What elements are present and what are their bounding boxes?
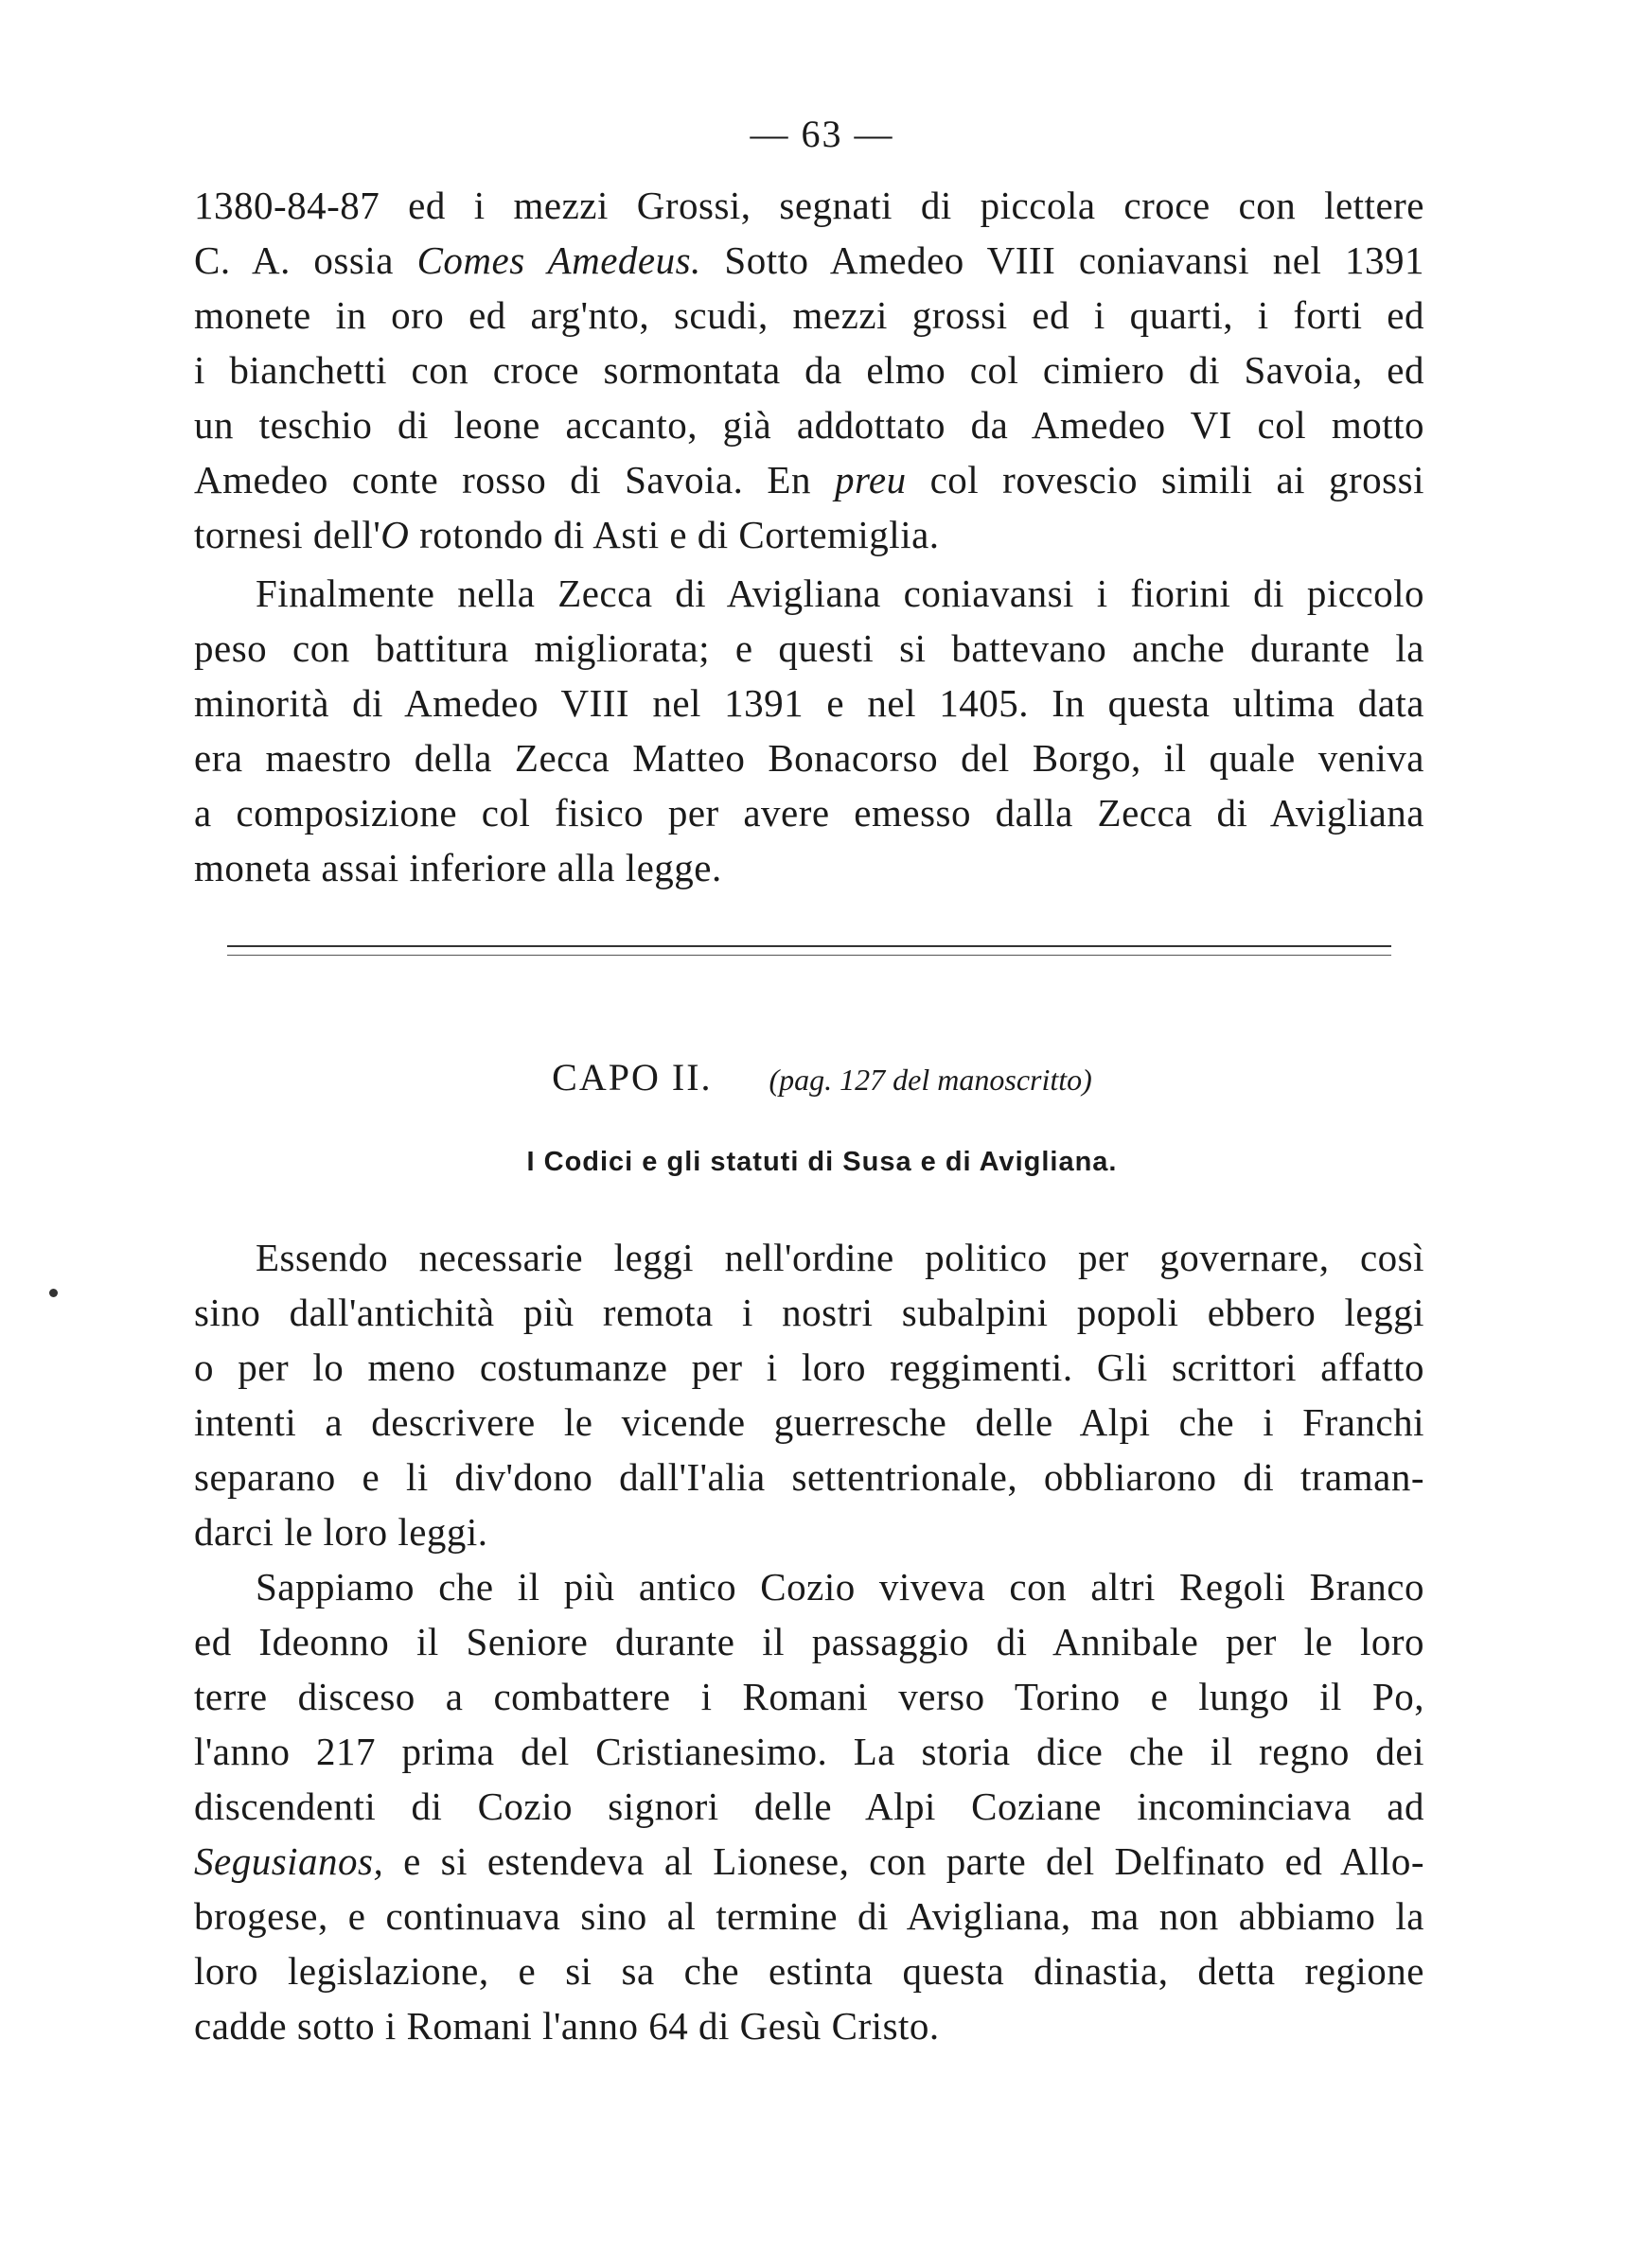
- paragraph-continuation: [194, 178, 1424, 562]
- text-line: era maestro della Zecca Matteo Bonacorso del Borgo, il quale veniva: [194, 736, 1424, 780]
- chapter-note: (pag. 127 del manoscritto): [769, 1063, 1092, 1097]
- text-line: separano e li div'dono dall'I'alia settentrionale, obbliarono di traman-: [194, 1455, 1424, 1499]
- paragraph-cozio: [194, 1559, 1424, 2053]
- page-number: — 63 —: [750, 113, 894, 155]
- section-divider: [227, 945, 1391, 947]
- text-line: un teschio di leone accanto, già addottato da Amedeo VI col motto: [194, 403, 1424, 447]
- text-line: peso con battitura migliorata; e questi si battevano anche durante la: [194, 626, 1424, 670]
- text-line: terre disceso a combattere i Romani verso Torino e lungo il Po,: [194, 1675, 1424, 1718]
- section-divider: [227, 955, 1391, 956]
- text-line: Amedeo conte rosso di Savoia. En preu col rovescio simili ai grossi: [194, 458, 1424, 501]
- text-line: o per lo meno costumanze per i loro reggimenti. Gli scrittori affatto: [194, 1345, 1424, 1389]
- text-line: Finalmente nella Zecca di Avigliana coniavansi i fiorini di piccolo: [256, 571, 1424, 615]
- text-line: Essendo necessarie leggi nell'ordine politico per governare, così: [256, 1236, 1424, 1279]
- text-line: minorità di Amedeo VIII nel 1391 e nel 1405. In questa ultima data: [194, 681, 1424, 725]
- text-line: loro legislazione, e si sa che estinta questa dinastia, detta regione: [194, 1949, 1424, 1993]
- text-line: cadde sotto i Romani l'anno 64 di Gesù Cristo.: [194, 2004, 940, 2048]
- text-line: a composizione col fisico per avere emesso dalla Zecca di Avigliana: [194, 791, 1424, 835]
- text-line: moneta assai inferiore alla legge.: [194, 846, 722, 889]
- text-line: ed Ideonno il Seniore durante il passaggio di Annibale per le loro: [194, 1620, 1424, 1663]
- text-line: sino dall'antichità più remota i nostri subalpini popoli ebbero leggi: [194, 1291, 1424, 1334]
- paragraph-zecca-avigliana: [194, 566, 1424, 895]
- text-line: discendenti di Cozio signori delle Alpi Coziane incominciava ad: [194, 1785, 1424, 1828]
- text-line: l'anno 217 prima del Cristianesimo. La storia dice che il regno dei: [194, 1730, 1424, 1773]
- text-line: Segusianos, e si estendeva al Lionese, con parte del Delfinato ed Allo-: [194, 1839, 1424, 1883]
- chapter-title: CAPO II.: [552, 1056, 713, 1099]
- margin-dot-mark: [49, 1289, 58, 1297]
- chapter-subtitle: I Codici e gli statuti di Susa e di Avigliana.: [526, 1147, 1118, 1177]
- paragraph-leggi: [194, 1230, 1424, 1559]
- text-line: Sappiamo che il più antico Cozio viveva con altri Regoli Branco: [256, 1565, 1424, 1609]
- text-line: C. A. ossia Comes Amedeus. Sotto Amedeo VIII coniavansi nel 1391: [194, 238, 1425, 282]
- text-line: i bianchetti con croce sormontata da elmo col cimiero di Savoia, ed: [194, 348, 1424, 392]
- text-line: darci le loro leggi.: [194, 1510, 488, 1554]
- chapter-heading: [0, 1055, 1644, 1099]
- text-line: tornesi dell'O rotondo di Asti e di Cortemiglia.: [194, 513, 940, 556]
- text-line: 1380-84-87 ed i mezzi Grossi, segnati di piccola croce con lettere: [194, 184, 1424, 227]
- text-line: brogese, e continuava sino al termine di Avigliana, ma non abbiamo la: [194, 1894, 1424, 1938]
- text-line: intenti a descrivere le vicende guerresche delle Alpi che i Franchi: [194, 1400, 1424, 1444]
- text-line: monete in oro ed arg'nto, scudi, mezzi grossi ed i quarti, i forti ed: [194, 293, 1424, 337]
